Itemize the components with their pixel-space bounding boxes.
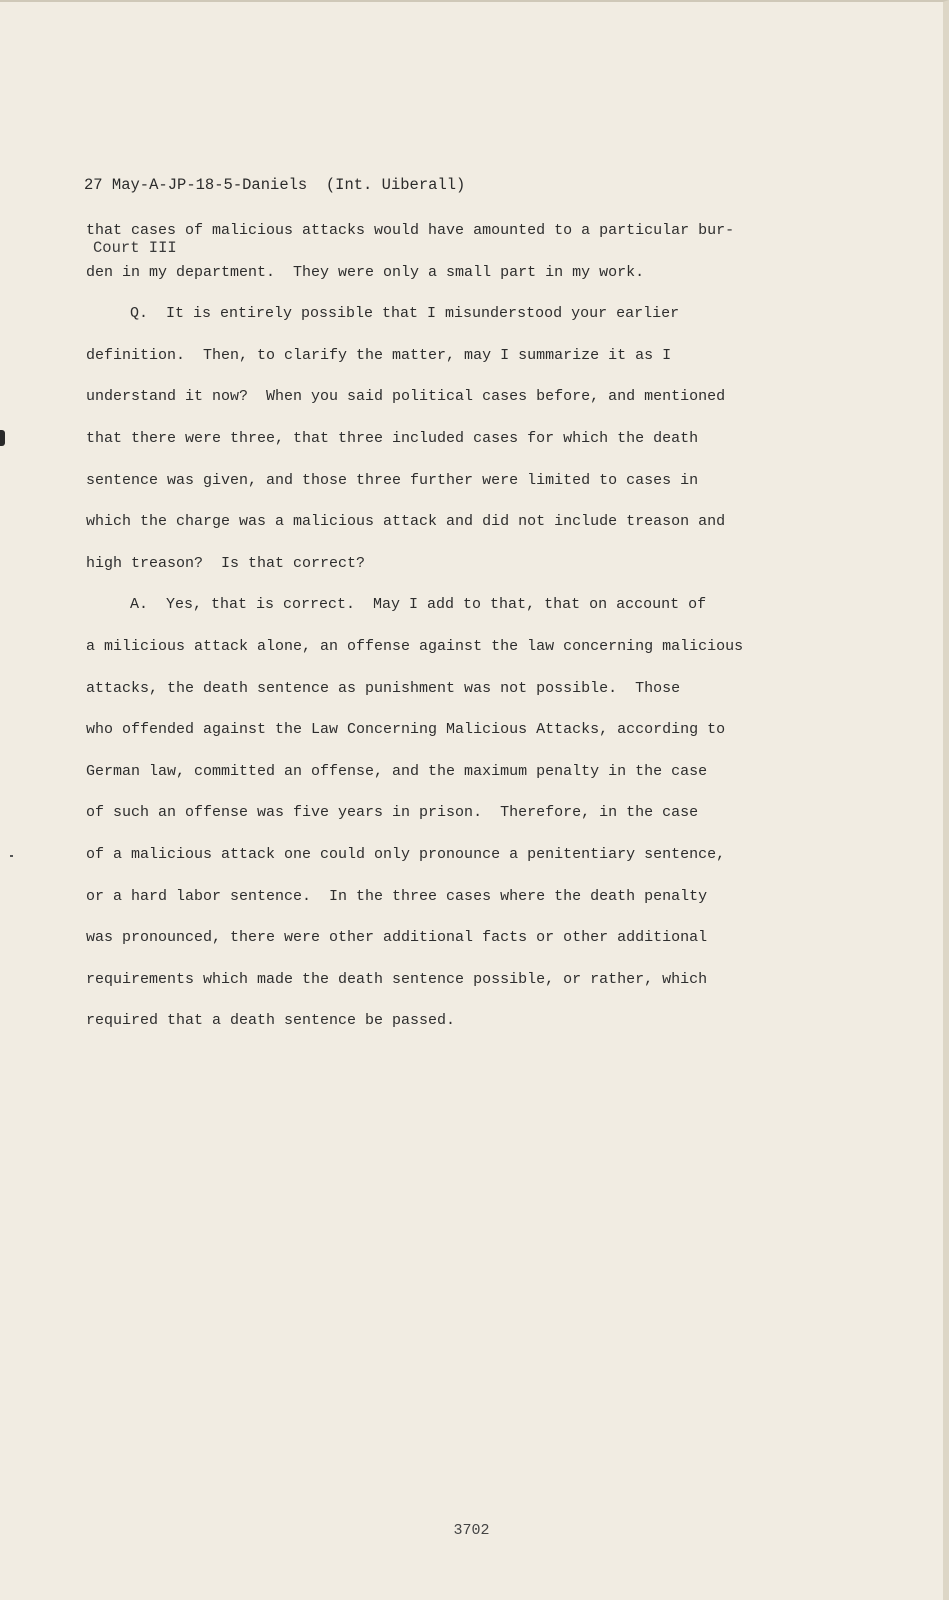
page-number: 3702 xyxy=(453,1522,490,1539)
text-line: required that a death sentence be passed. xyxy=(86,1012,456,1030)
question-line: Q. It is entirely possible that I misunderstood your earlier xyxy=(130,305,680,323)
header-case-line: 27 May-A-JP-18-5-Daniels (Int. Uiberall) xyxy=(84,176,466,194)
text-line: of a malicious attack one could only pronounce a penitentiary sentence, xyxy=(86,845,726,863)
margin-speck xyxy=(10,855,13,857)
text-line: of such an offense was five years in prison. Therefore, in the case xyxy=(86,804,699,822)
text-line: sentence was given, and those three further were limited to cases in xyxy=(86,471,699,489)
text-line: requirements which made the death sentence possible, or rather, which xyxy=(86,970,708,988)
answer-line: A. Yes, that is correct. May I add to that, that on account of xyxy=(130,596,707,614)
text-line: a milicious attack alone, an offense against the law concerning malicious xyxy=(86,637,744,655)
header-court-line: Court III xyxy=(93,239,177,257)
text-line: definition. Then, to clarify the matter, may I summarize it as I xyxy=(86,346,672,364)
transcript-body xyxy=(86,210,846,1042)
text-line: or a hard labor sentence. In the three cases where the death penalty xyxy=(86,887,708,905)
text-line: understand it now? When you said political cases before, and mentioned xyxy=(86,388,726,406)
text-line: German law, committed an offense, and the maximum penalty in the case xyxy=(86,762,708,780)
text-line: attacks, the death sentence as punishment was not possible. Those xyxy=(86,679,681,697)
text-line: who offended against the Law Concerning Malicious Attacks, according to xyxy=(86,721,726,739)
text-line: den in my department. They were only a small part in my work. xyxy=(86,263,645,281)
text-line: was pronounced, there were other additional facts or other additional xyxy=(86,929,708,947)
text-line: high treason? Is that correct? xyxy=(86,554,366,572)
text-line: which the charge was a malicious attack and did not include treason and xyxy=(86,513,726,531)
text-line: that there were three, that three included cases for which the death xyxy=(86,429,699,447)
text-line: that cases of malicious attacks would have amounted to a particular bur- xyxy=(86,222,735,239)
binding-mark xyxy=(0,430,5,446)
